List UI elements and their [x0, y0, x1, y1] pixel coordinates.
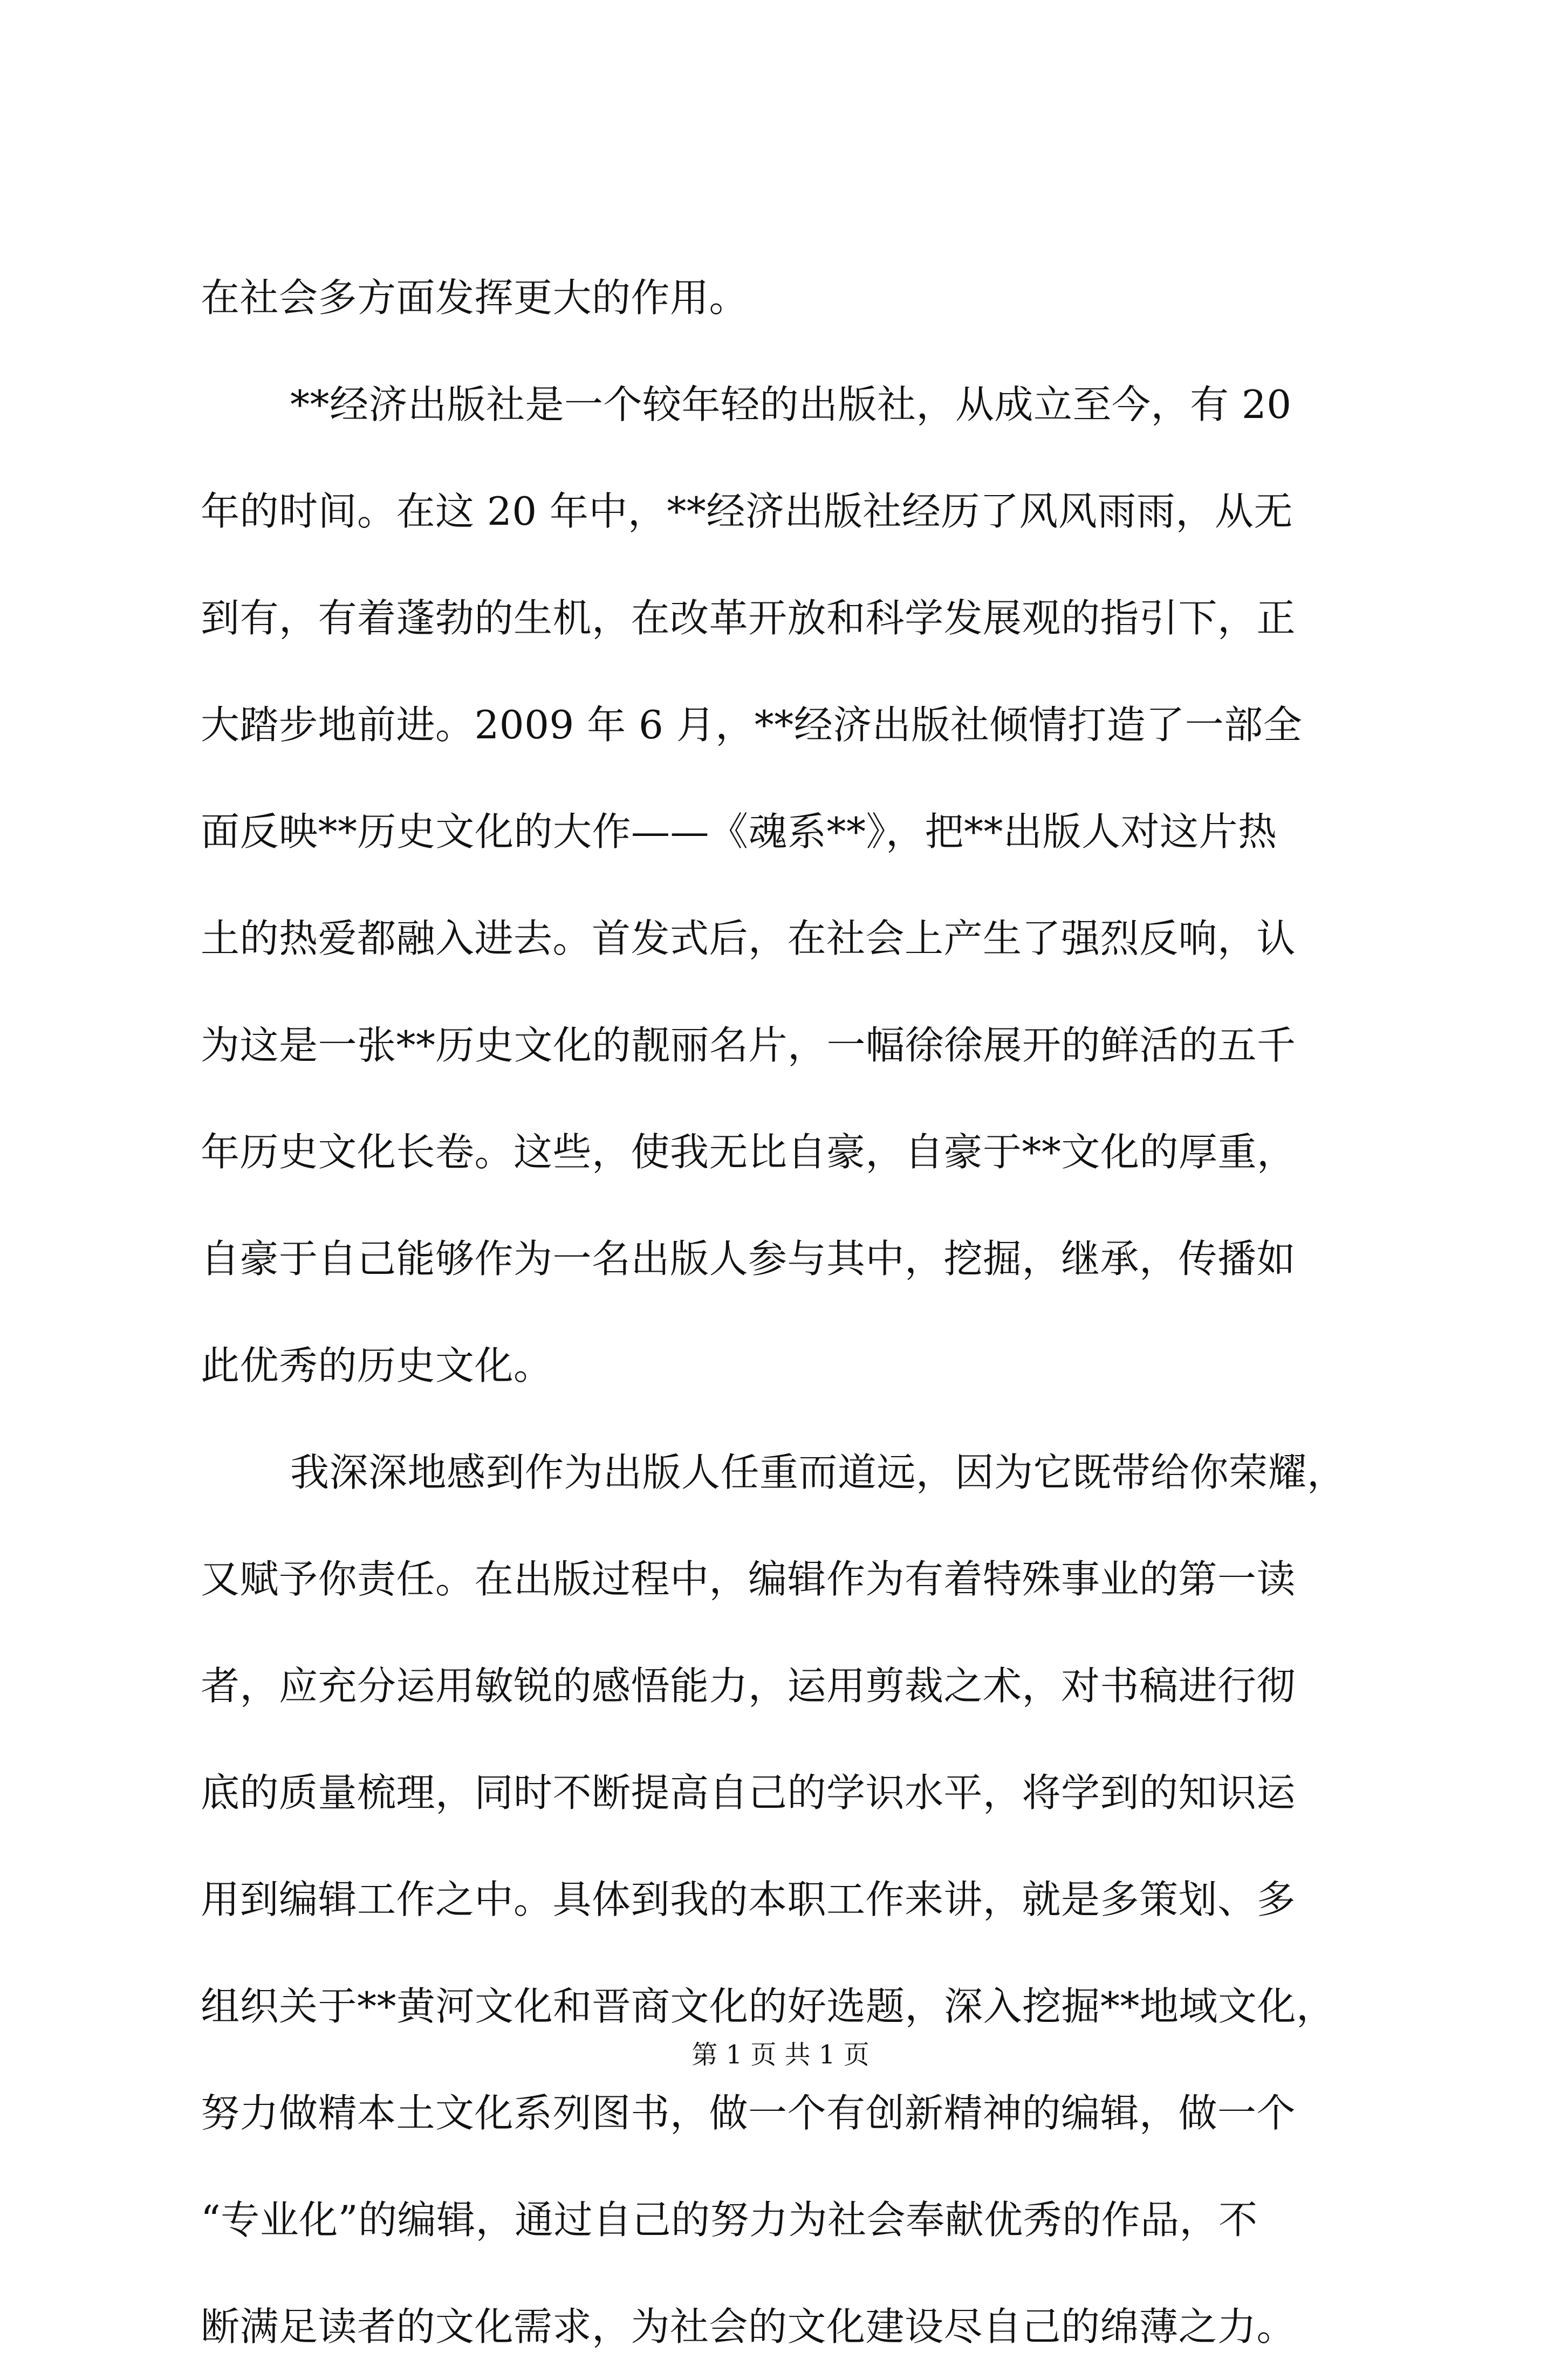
text-line: 大踏步地前进。2009 年 6 月，**经济出版社倾情打造了一部全	[201, 702, 1303, 747]
text-line: 年的时间。在这 20 年中，**经济出版社经历了风风雨雨，从无	[201, 489, 1293, 534]
text-line: 在社会多方面发挥更大的作用。	[201, 275, 749, 320]
paragraph-2	[201, 351, 1366, 1419]
paragraph-1	[201, 244, 1366, 351]
text-line: 土的热爱都融入进去。首发式后，在社会上产生了强烈反响，认	[201, 916, 1296, 961]
text-line: 为这是一张**历史文化的靓丽名片，一幅徐徐展开的鲜活的五千	[201, 1023, 1296, 1068]
text-line: 者，应充分运用敏锐的感悟能力，运用剪裁之术，对书稿进行彻	[201, 1663, 1296, 1709]
text-line: 底的质量梳理，同时不断提高自己的学识水平，将学到的知识运	[201, 1770, 1296, 1815]
text-line: 此优秀的历史文化。	[201, 1343, 553, 1388]
paragraph-3	[201, 1419, 1366, 2380]
text-line: 努力做精本土文化系列图书，做一个有创新精神的编辑，做一个	[201, 2090, 1296, 2136]
text-line: 我深深地感到作为出版人任重而道远，因为它既带给你荣耀，	[290, 1450, 1346, 1495]
text-line: 用到编辑工作之中。具体到我的本职工作来讲，就是多策划、多	[201, 1877, 1296, 1922]
text-line: 年历史文化长卷。这些，使我无比自豪，自豪于**文化的厚重，	[201, 1129, 1296, 1175]
text-line: **经济出版社是一个较年轻的出版社，从成立至今，有 20	[290, 382, 1292, 427]
text-line: 自豪于自己能够作为一名出版人参与其中，挖掘，继承，传播如	[201, 1236, 1296, 1281]
text-line: 到有，有着蓬勃的生机，在改革开放和科学发展观的指引下，正	[201, 595, 1296, 641]
text-line: 面反映**历史文化的大作——《魂系**》，把**出版人对这片热	[201, 809, 1277, 854]
text-line: 组织关于**黄河文化和晋商文化的好选题，深入挖掘**地域文化，	[201, 1984, 1336, 2029]
page-number: 第 1 页 共 1 页	[692, 2040, 869, 2070]
text-line: 断满足读者的文化需求，为社会的文化建设尽自己的绵薄之力。	[201, 2304, 1296, 2349]
page-footer	[0, 2039, 1561, 2071]
text-line: 又赋予你责任。在出版过程中，编辑作为有着特殊事业的第一读	[201, 1556, 1296, 1602]
text-line: “专业化”的编辑，通过自己的努力为社会奉献优秀的作品，不	[201, 2197, 1258, 2242]
